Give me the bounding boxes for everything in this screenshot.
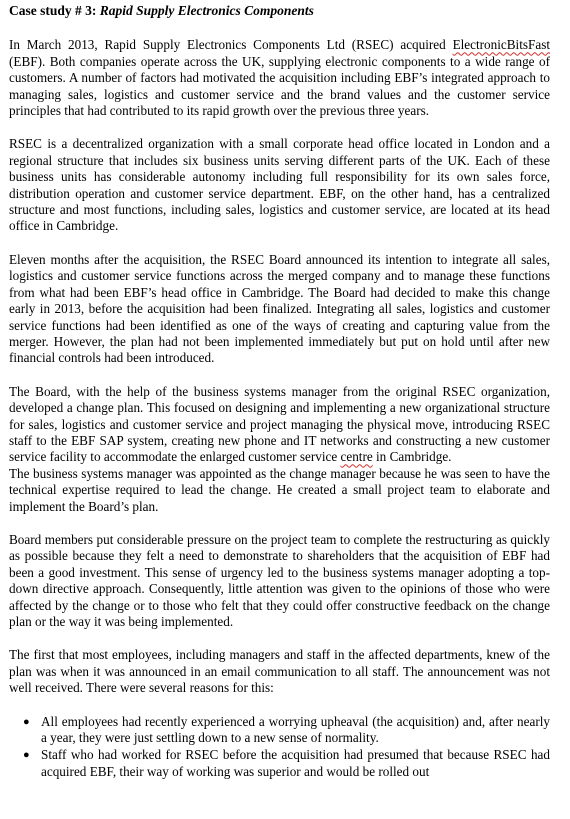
paragraph-integration: Eleven months after the acquisition, the RSEC Board announced its intention to integrate all sales, logistics and customer service functions across the merged company and to manage these functions from what had been EBF’s head office in Cambridge. The Board had decided to make this change early in 2013, before the acquisition had been finalized. Integrating all sales, logistics and customer service functions had been identified as one of the ways of creating and capturing value from the merger. However, the plan had not been implemented immediately but put on hold until after new financial controls had been introduced.: [9, 251, 550, 366]
paragraph-text: The Board, with the help of the business systems manager from the original RSEC organization, developed a change plan. This focused on designing and implementing a new organizational structure for sales, logistics and customer service and project managing the physical move, introducing RSEC staff to the EBF SAP system, creating new phone and IT networks and constructing a new customer service facility to accommodate the enlarged customer service: [9, 383, 550, 465]
list-item: [23, 747, 550, 780]
case-study-name: Rapid Supply Electronics Components: [99, 3, 314, 18]
paragraph-text: In March 2013, Rapid Supply Electronics Components Ltd (RSEC) acquired: [9, 37, 453, 53]
case-study-number: Case study # 3:: [9, 3, 100, 18]
paragraph-text: in Cambridge.: [372, 449, 452, 465]
reasons-list: [9, 714, 550, 781]
paragraph-acquisition: [9, 37, 550, 119]
paragraph-change-manager: The business systems manager was appointed as the change manager because he was seen to have the technical expertise required to lead the change. He created a small project team to elaborate and implement the Board’s plan.: [9, 465, 550, 514]
document-page: [9, 3, 550, 781]
paragraph-change-plan: [9, 384, 550, 466]
paragraph-structure: RSEC is a decentralized organization with a small corporate head office located in London and a regional structure that includes six business units serving different parts of the UK. Each of these business units has considerable autonomy including full responsibility for its own sales force, distribution operation and customer service department. EBF, on the other hand, has a centralized structure and most functions, including sales, logistics and customer service, are located at its head office in Cambridge.: [9, 136, 550, 234]
spellcheck-centre: centre: [340, 449, 373, 465]
list-item-text: All employees had recently experienced a worrying upheaval (the acquisition) and, after nearly a year, they were just settling down to a new sense of normality.: [41, 713, 550, 746]
list-item-text: Staff who had worked for RSEC before the acquisition had presumed that because RSEC had acquired EBF, their way of working was superior and would be rolled out: [41, 747, 550, 779]
case-study-title: [9, 3, 550, 19]
bullet-icon: ●: [23, 749, 30, 762]
bullet-icon: ●: [23, 715, 30, 728]
paragraph-announcement: The first that most employees, including managers and staff in the affected departments, knew of the plan was when it was announced in an email communication to all staff. The announcement was not well received. There were several reasons for this:: [9, 647, 550, 696]
paragraph-pressure: Board members put considerable pressure on the project team to complete the restructuring as quickly as possible because they felt a need to demonstrate to shareholders that the acquisition of EBF had been a good investment. This sense of urgency led to the business systems manager adopting a top-down directive approach. Consequently, little attention was given to the opinions of those who were affected by the change or to those who felt that they could offer constructive feedback on the change plan or the way it was being implemented.: [9, 531, 550, 629]
list-item: [23, 713, 550, 747]
spellcheck-company-name: ElectronicBitsFast: [452, 37, 550, 53]
paragraph-text: (EBF). Both companies operate across the UK, supplying electronic components to a wide range of customers. A number of factors had motivated the acquisition including EBF’s integrated approach to managing sales, logistics and customer service and the brand values and the customer service principles that had contributed to its rapid growth over the previous three years.: [9, 53, 550, 119]
